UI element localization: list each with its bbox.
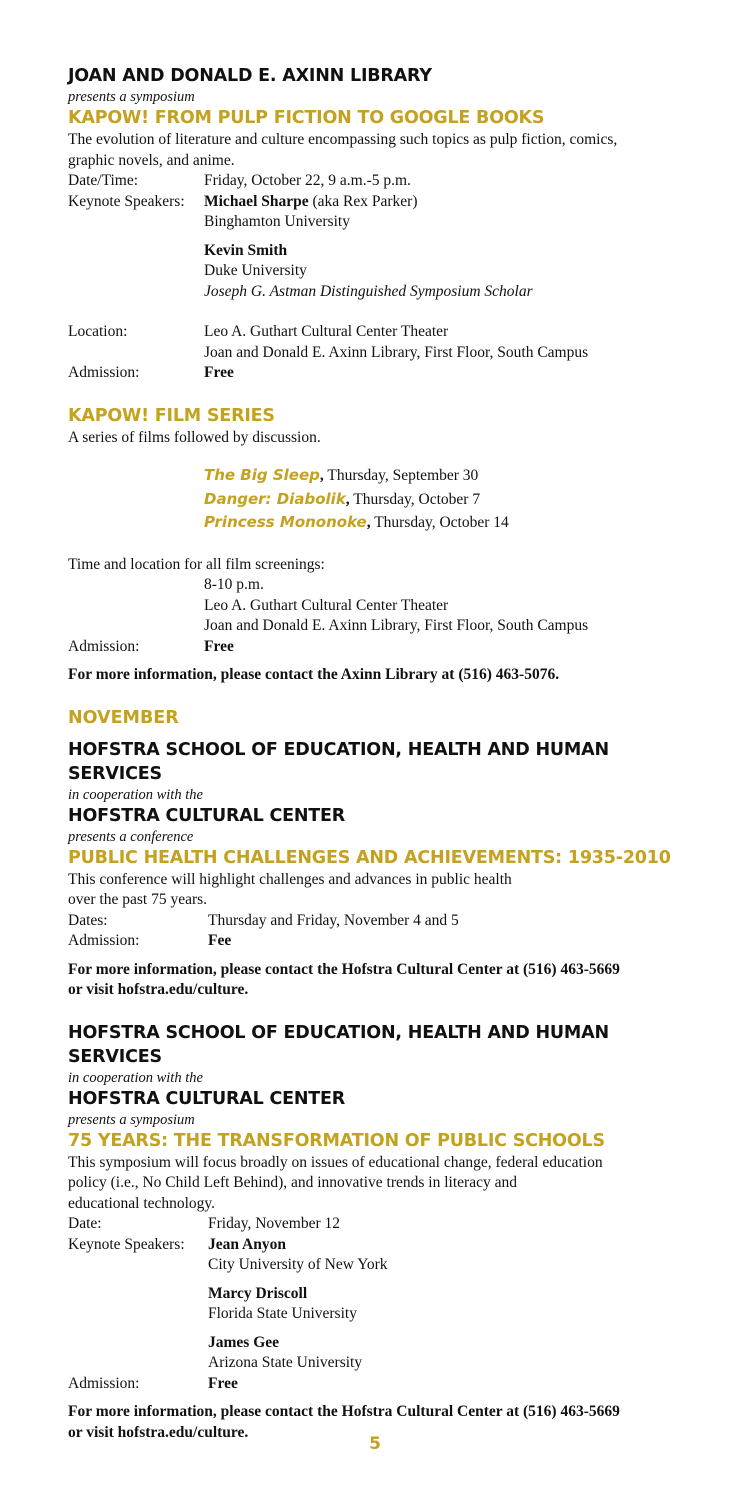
event-description: The evolution of literature and culture encompassing such topics as pulp fiction, comics, graphic novels, and anime. <box>68 131 618 169</box>
keynote-label: Keynote Speakers: <box>68 192 185 210</box>
date-time-label: Date/Time: <box>68 172 139 189</box>
speaker-aka: (aka Rex Parker) <box>308 192 418 210</box>
location-value: Leo A. Guthart Cultural Center Theater Joan and Donald E. Axinn Library, First Floor, South Campus <box>204 323 589 361</box>
speaker-name: Marcy Driscoll <box>208 1284 308 1302</box>
film-title: Princess Mononoke <box>204 513 367 531</box>
keynote-label: Keynote Speakers: <box>68 1235 185 1253</box>
event-title: KAPOW! FROM PULP FICTION TO GOOGLE BOOKS <box>68 108 545 128</box>
admission-value: Free <box>208 1374 238 1392</box>
admission-label: Admission: <box>68 932 140 949</box>
dates-label: Dates: <box>68 911 108 929</box>
organizer-heading: JOAN AND DONALD E. AXINN LIBRARY <box>68 66 432 86</box>
film-date: Thursday, October 7 <box>349 490 481 508</box>
date-value: Friday, November 12 <box>208 1215 341 1232</box>
keynote-speakers <box>204 192 533 303</box>
screening-info-label: Time and location for all film screenings: <box>68 555 325 573</box>
screening-location: Joan and Donald E. Axinn Library, First Floor, South Campus <box>204 617 589 634</box>
kapow-symposium-section <box>68 64 708 384</box>
admission-row <box>68 363 708 384</box>
speaker-name: Kevin Smith <box>204 241 288 259</box>
admission-value: Free <box>204 637 234 655</box>
keynote-row <box>68 192 708 303</box>
contact-info: For more information, please contact the Hofstra Cultural Center at (516) 463-5669 or visit hofstra.edu/culture. <box>68 960 620 998</box>
film-title: The Big Sleep <box>204 466 320 484</box>
admission-row <box>68 1374 708 1395</box>
event-description: This symposium will focus broadly on issues of educational change, federal education policy (i.e., No Child Left Behind), and innovative trends in literacy and educational technology. <box>68 1153 603 1212</box>
organizer-heading: HOFSTRA CULTURAL CENTER <box>68 805 346 826</box>
month-heading: NOVEMBER <box>68 707 179 728</box>
keynote-row <box>68 1235 708 1374</box>
date-time-row <box>68 171 708 192</box>
organizer-heading: HOFSTRA SCHOOL OF EDUCATION, HEALTH AND HUMAN SERVICES <box>68 1022 609 1067</box>
page-content <box>68 64 708 1443</box>
admission-row <box>68 637 708 658</box>
film-item: Princess Mononoke, Thursday, October 14 <box>204 513 509 531</box>
film-series-section <box>68 404 708 686</box>
speaker-affiliation: Binghamton University <box>204 213 350 230</box>
public-health-section <box>68 738 708 1001</box>
date-time-value: Friday, October 22, 9 a.m.-5 p.m. <box>204 172 411 189</box>
screening-info <box>68 575 708 637</box>
film-title: Danger: Diabolik <box>204 489 346 508</box>
organizer-heading: HOFSTRA CULTURAL CENTER <box>68 1088 346 1109</box>
dates-row <box>68 911 708 932</box>
contact-info: For more information, please contact the Hofstra Cultural Center at (516) 463-5669 or visit hofstra.edu/culture. <box>68 1403 620 1441</box>
admission-label: Admission: <box>68 637 140 655</box>
screening-time: 8-10 p.m. <box>204 576 264 593</box>
speaker-affiliation: Florida State University <box>208 1305 357 1322</box>
speaker-title: Joseph G. Astman Distinguished Symposium Scholar <box>204 282 533 300</box>
admission-label: Admission: <box>68 364 140 381</box>
screening-location: Leo A. Guthart Cultural Center Theater <box>204 596 449 614</box>
page-number: 5 <box>369 1434 381 1454</box>
speaker-affiliation: Arizona State University <box>208 1354 363 1371</box>
event-title: PUBLIC HEALTH CHALLENGES AND ACHIEVEMENTS: 1935-2010 <box>68 847 671 868</box>
speaker-name: James Gee <box>208 1333 280 1351</box>
public-schools-section <box>68 1021 708 1444</box>
speaker-name: Michael Sharpe <box>204 192 309 210</box>
film-date: Thursday, September 30 <box>323 467 479 484</box>
organizer-heading: HOFSTRA SCHOOL OF EDUCATION, HEALTH AND HUMAN SERVICES <box>68 739 609 784</box>
date-row <box>68 1214 708 1235</box>
date-label: Date: <box>68 1215 102 1232</box>
presents-line: presents a symposium <box>68 89 195 105</box>
cooperation-line: in cooperation with the <box>68 1069 203 1086</box>
speaker-name: Jean Anyon <box>208 1235 286 1253</box>
location-label: Location: <box>68 323 128 340</box>
location-row <box>68 322 708 363</box>
admission-value: Fee <box>208 932 232 949</box>
film-series-title: KAPOW! FILM SERIES <box>68 405 275 426</box>
film-date: Thursday, October 14 <box>370 514 509 531</box>
admission-label: Admission: <box>68 1374 140 1392</box>
presents-line: presents a symposium <box>68 1111 195 1128</box>
cooperation-line: in cooperation with the <box>68 786 203 803</box>
film-item: Danger: Diabolik, Thursday, October 7 <box>204 489 481 508</box>
event-title: 75 YEARS: THE TRANSFORMATION OF PUBLIC SCHOOLS <box>68 1130 605 1151</box>
film-list <box>68 464 708 535</box>
speaker-entry <box>204 192 533 213</box>
contact-info: For more information, please contact the Axinn Library at (516) 463-5076. <box>68 666 560 683</box>
admission-row <box>68 931 708 952</box>
keynote-speakers <box>208 1235 388 1374</box>
film-item: The Big Sleep, Thursday, September 30 <box>204 466 479 484</box>
film-series-description: A series of films followed by discussion. <box>68 428 321 446</box>
event-description: This conference will highlight challenges and advances in public health over the past 75 years. <box>68 870 512 908</box>
dates-value: Thursday and Friday, November 4 and 5 <box>208 911 459 929</box>
speaker-affiliation: Duke University <box>204 262 307 279</box>
presents-line: presents a conference <box>68 828 194 845</box>
speaker-affiliation: City University of New York <box>208 1256 388 1273</box>
admission-value: Free <box>204 364 234 381</box>
